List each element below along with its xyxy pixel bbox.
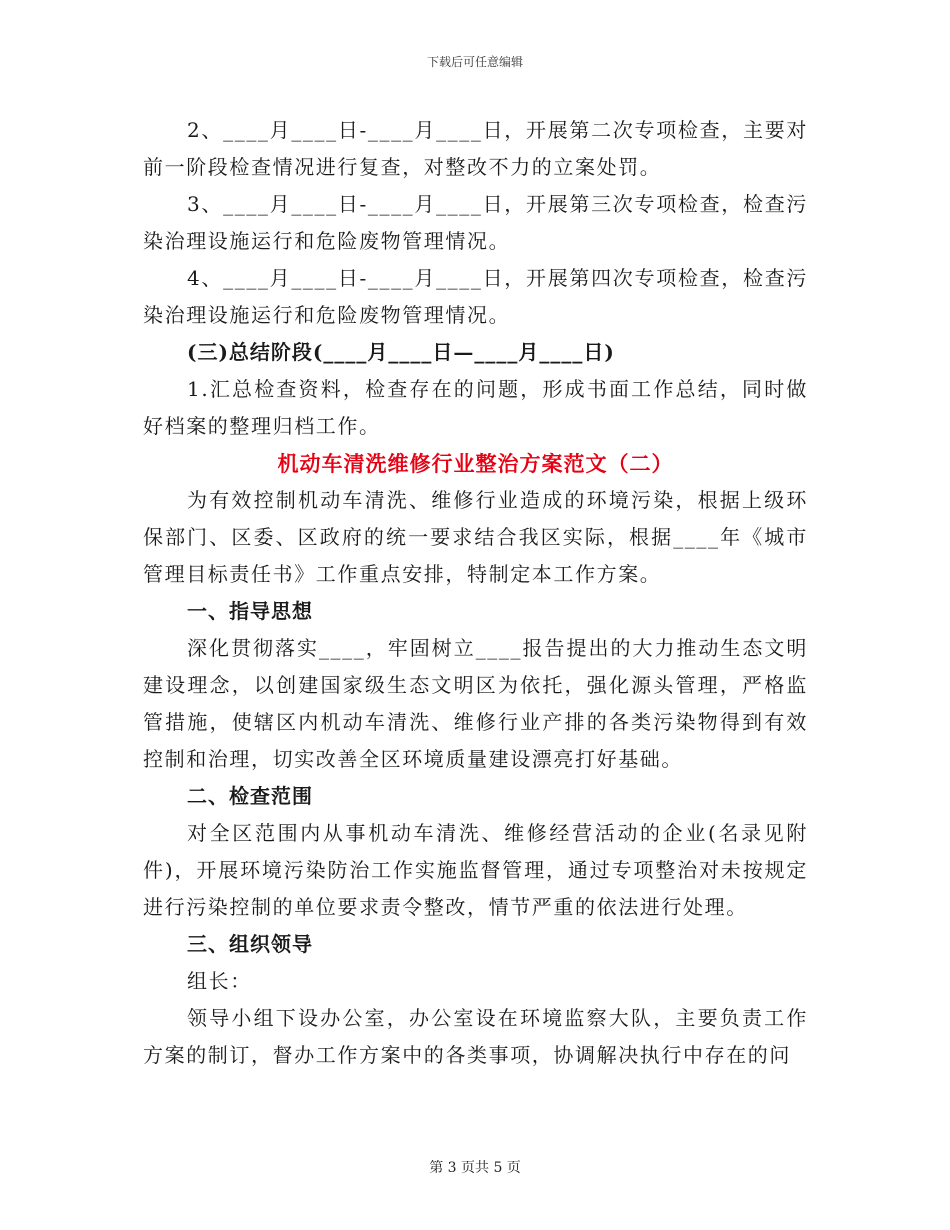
paragraph-intro: 为有效控制机动车清洗、维修行业造成的环境污染，根据上级环保部门、区委、区政府的统一要求结合我区实际，根据____年《城市管理目标责任书》工作重点安排，特制定本工作方案。 — [143, 488, 808, 586]
paragraph-step-2: 2、____月____日-____月____日，开展第二次专项检查，主要对前一阶段检查情况进行复查，对整改不力的立案处罚。 — [143, 118, 808, 179]
page-header: 下载后可任意编辑 — [426, 55, 523, 69]
page-footer: 第 3 页共 5 页 — [429, 1160, 521, 1176]
paragraph-team-leader: 组长： — [187, 969, 252, 993]
heading-summary-stage: (三)总结阶段(____月____日—____月____日) — [187, 340, 615, 364]
heading-organization: 三、组织领导 — [187, 932, 313, 956]
document-title: 机动车清洗维修行业整治方案范文（二） — [277, 451, 674, 476]
paragraph-step-4: 4、____月____日-____月____日，开展第四次专项检查，检查污染治理设施运行和危险废物管理情况。 — [143, 266, 808, 327]
document-body — [143, 112, 808, 1074]
paragraph-step-3: 3、____月____日-____月____日，开展第三次专项检查，检查污染治理设施运行和危险废物管理情况。 — [143, 192, 808, 253]
paragraph-office: 领导小组下设办公室，办公室设在环境监察大队，主要负责工作方案的制订，督办工作方案中的各类事项，协调解决执行中存在的问 — [143, 1006, 808, 1067]
paragraph-inspection-scope: 对全区范围内从事机动车清洗、维修经营活动的企业(名录见附件)，开展环境污染防治工作实施监督管理，通过专项整治对未按规定进行污染控制的单位要求责令整改，情节严重的依法进行处理。 — [143, 821, 808, 919]
paragraph-guiding-ideology: 深化贯彻落实____，牢固树立____报告提出的大力推动生态文明建设理念，以创建国家级生态文明区为依托，强化源头管理，严格监管措施，使辖区内机动车清洗、维修行业产排的各类污染物得到有效控制和治理，切实改善全区环境质量建设漂亮打好基础。 — [143, 636, 808, 771]
heading-inspection-scope: 二、检查范围 — [187, 784, 313, 808]
heading-guiding-ideology: 一、指导思想 — [187, 599, 313, 623]
paragraph-summary-1: 1.汇总检查资料，检查存在的问题，形成书面工作总结，同时做好档案的整理归档工作。 — [143, 377, 808, 438]
